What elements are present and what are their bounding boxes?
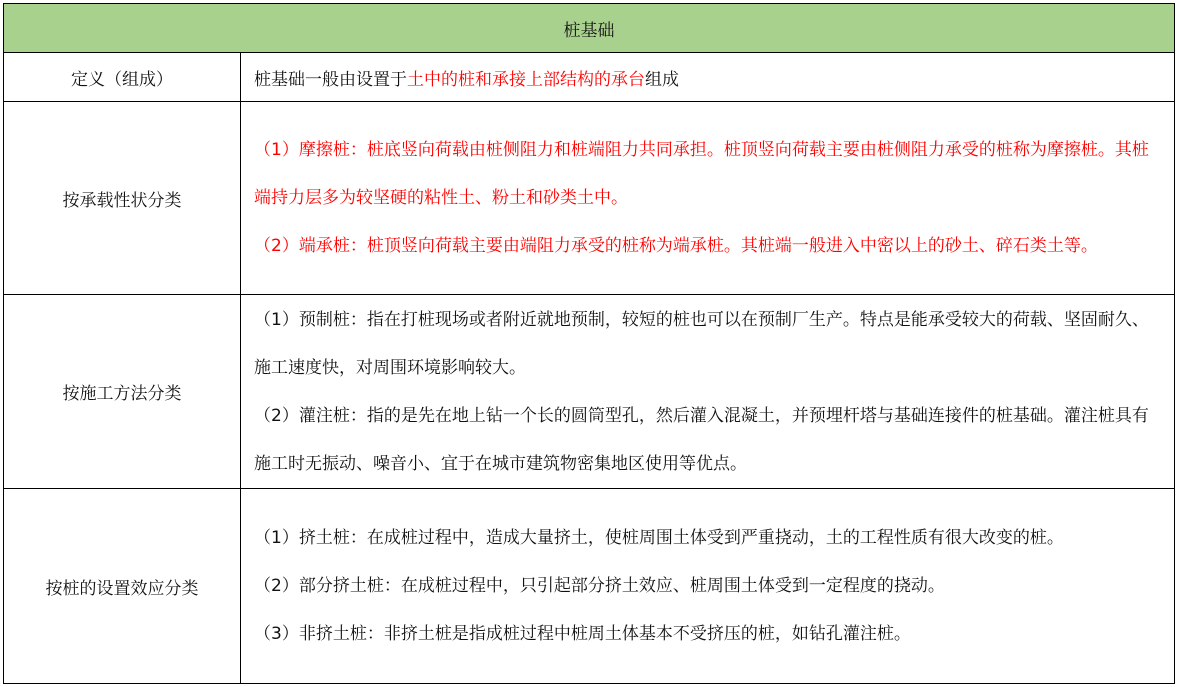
row-content-construction (241, 295, 1175, 489)
table-row-definition (4, 53, 1175, 102)
row-content-definition (241, 53, 1175, 102)
definition-suffix: 组成 (645, 69, 679, 90)
row-label-setting-effect: 按桩的设置效应分类 (4, 489, 241, 684)
definition-highlight: 土中的桩和承接上部结构的承台 (407, 69, 645, 90)
row-label-bearing: 按承载性状分类 (4, 102, 241, 295)
paragraph-precast-pile: （1）预制桩：指在打桩现场或者附近就地预制，较短的桩也可以在预制厂生产。特点是能承受较大的荷载、坚固耐久、施工速度快，对周围环境影响较大。 (254, 309, 1149, 378)
table-header-row (4, 4, 1175, 53)
row-content-bearing (241, 102, 1175, 295)
paragraph-end-bearing-pile: （2）端承桩：桩顶竖向荷载主要由端阻力承受的桩称为端承桩。其桩端一般进入中密以上的砂土、碎石类土等。 (254, 236, 1098, 256)
definition-prefix: 桩基础一般由设置于 (254, 69, 407, 90)
table-row-construction (4, 295, 1175, 489)
row-content-setting-effect (241, 489, 1175, 684)
pile-foundation-table (3, 3, 1175, 684)
table-title: 桩基础 (4, 4, 1175, 53)
table-row-setting-effect (4, 489, 1175, 684)
paragraph-partial-displacement-pile: （2）部分挤土桩：在成桩过程中，只引起部分挤土效应、桩周围土体受到一定程度的挠动。 (254, 576, 945, 596)
row-label-construction: 按施工方法分类 (4, 295, 241, 489)
paragraph-displacement-pile: （1）挤土桩：在成桩过程中，造成大量挤土，使桩周围土体受到严重挠动，土的工程性质有很大改变的桩。 (254, 528, 1064, 548)
row-label-definition: 定义（组成） (4, 53, 241, 102)
table-row-bearing (4, 102, 1175, 295)
paragraph-cast-in-place-pile: （2）灌注桩：指的是先在地上钻一个长的圆筒型孔，然后灌入混凝土，并预埋杆塔与基础连接件的桩基础。灌注桩具有施工时无振动、噪音小、宜于在城市建筑物密集地区使用等优点。 (254, 405, 1149, 474)
paragraph-non-displacement-pile: （3）非挤土桩：非挤土桩是指成桩过程中桩周土体基本不受挤压的桩，如钻孔灌注桩。 (254, 624, 911, 644)
paragraph-friction-pile: （1）摩擦桩：桩底竖向荷载由桩侧阻力和桩端阻力共同承担。桩顶竖向荷载主要由桩侧阻力承受的桩称为摩擦桩。其桩端持力层多为较坚硬的粘性土、粉土和砂类土中。 (254, 140, 1149, 208)
